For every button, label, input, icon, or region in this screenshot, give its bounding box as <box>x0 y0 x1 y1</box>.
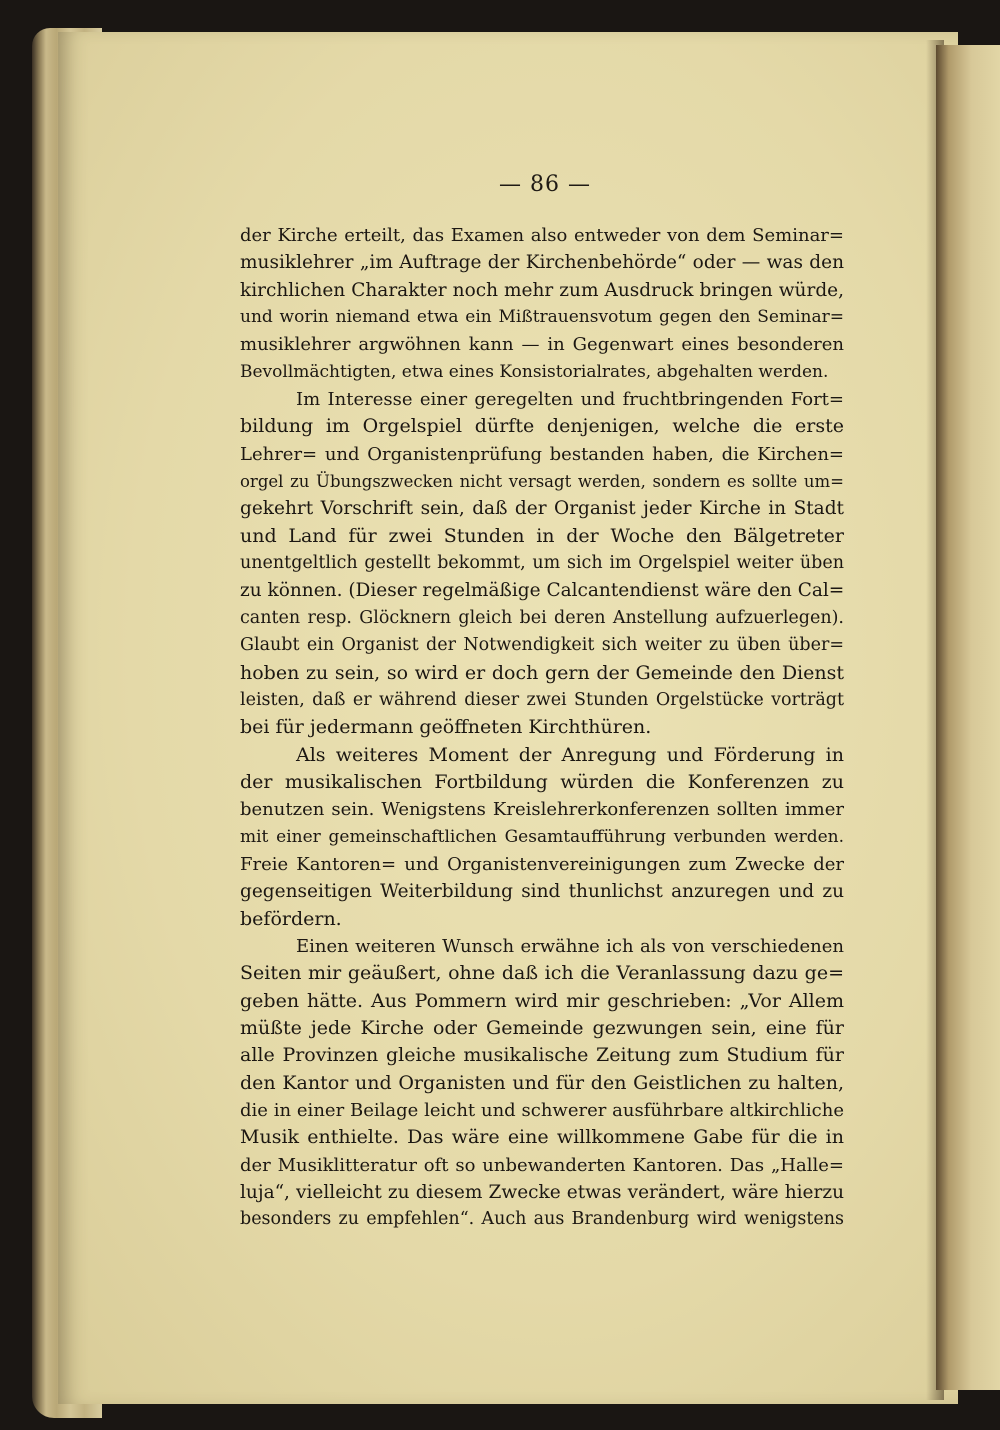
text-line: gegenseitigen Weiterbildung sind thunlichst anzuregen und zu <box>240 881 844 903</box>
text-line: die in einer Beilage leicht und schwerer ausführbare altkirchliche <box>240 1100 844 1121</box>
text-line: Einen weiteren Wunsch erwähne ich als von verschiedenen <box>296 935 844 957</box>
text-line: der Kirche erteilt, das Examen also entweder von dem Seminar= <box>240 225 844 246</box>
text-line: musiklehrer „im Auftrage der Kirchenbehörde“ oder — was den <box>240 252 844 274</box>
body-text <box>240 222 844 1234</box>
text-line: orgel zu Übungszwecken nicht versagt werden, sondern es sollte um= <box>240 472 844 492</box>
text-line: Im Interesse einer geregelten und fruchtbringenden Fort= <box>296 389 844 411</box>
text-line: der Musiklitteratur oft so unbewanderten Kantoren. Das „Halle= <box>240 1154 844 1176</box>
text-line: leisten, daß er während dieser zwei Stunden Orgelstücke vorträgt <box>240 689 844 710</box>
text-line: zu können. (Dieser regelmäßige Calcantendienst wäre den Cal= <box>240 580 845 602</box>
text-line: den Kantor und Organisten und für den Geistlichen zu halten, <box>240 1071 844 1094</box>
text-line: der musikalischen Fortbildung würden die Konferenzen zu <box>240 770 844 793</box>
text-line: Als weiteres Moment der Anregung und Förderung in <box>296 743 844 766</box>
text-line: müßte jede Kirche oder Gemeinde gezwungen sein, eine für <box>240 1016 844 1039</box>
text-line: befördern. <box>240 907 342 930</box>
text-line: Musik enthielte. Das wäre eine willkommene Gabe für die in <box>240 1126 844 1149</box>
text-line: und worin niemand etwa ein Mißtrauensvotum gegen den Seminar= <box>240 307 844 328</box>
text-line: Freie Kantoren= und Organistenvereinigungen zum Zwecke der <box>240 853 844 875</box>
text-line: gekehrt Vorschrift sein, daß der Organist jeder Kirche in Stadt <box>240 498 844 520</box>
text-line: besonders zu empfehlen“. Auch aus Brandenburg wird wenigstens <box>240 1209 844 1230</box>
text-line: luja“, vielleicht zu diesem Zwecke etwas verändert, wäre hierzu <box>240 1182 844 1204</box>
text-line: kirchlichen Charakter noch mehr zum Ausdruck bringen würde, <box>240 279 844 301</box>
text-line: canten resp. Glöcknern gleich bei deren Anstellung aufzuerlegen). <box>240 607 844 628</box>
text-line: Bevollmächtigten, etwa eines Konsistorialrates, abgehalten werden. <box>240 361 829 382</box>
text-line: hoben zu sein, so wird er doch gern der Gemeinde den Dienst <box>240 661 844 684</box>
right-page-edge <box>936 45 1000 1390</box>
text-line: bei für jedermann geöffneten Kirchthüren. <box>240 716 652 739</box>
text-line: Seiten mir geäußert, ohne daß ich die Veranlassung dazu ge= <box>240 962 844 985</box>
text-line: Glaubt ein Organist der Notwendigkeit sich weiter zu üben über= <box>240 635 844 656</box>
page-number: — 86 — <box>499 172 591 197</box>
text-line: und Land für zwei Stunden in der Woche den Bälgetreter <box>240 524 844 547</box>
text-line: bildung im Orgelspiel dürfte denjenigen, welche die erste <box>240 415 844 438</box>
text-line: unentgeltlich gestellt bekommt, um sich im Orgelspiel weiter üben <box>240 553 844 574</box>
text-line: alle Provinzen gleiche musikalische Zeitung zum Studium für <box>240 1044 844 1067</box>
text-line: mit einer gemeinschaftlichen Gesamtaufführung verbunden werden. <box>240 826 844 847</box>
text-line: benutzen sein. Wenigstens Kreislehrerkonferenzen sollten immer <box>240 799 844 821</box>
text-line: Lehrer= und Organistenprüfung bestanden haben, die Kirchen= <box>240 443 844 465</box>
text-line: geben hätte. Aus Pommern wird mir geschrieben: „Vor Allem <box>240 989 844 1012</box>
text-line: musiklehrer argwöhnen kann — in Gegenwart eines besonderen <box>240 334 844 356</box>
